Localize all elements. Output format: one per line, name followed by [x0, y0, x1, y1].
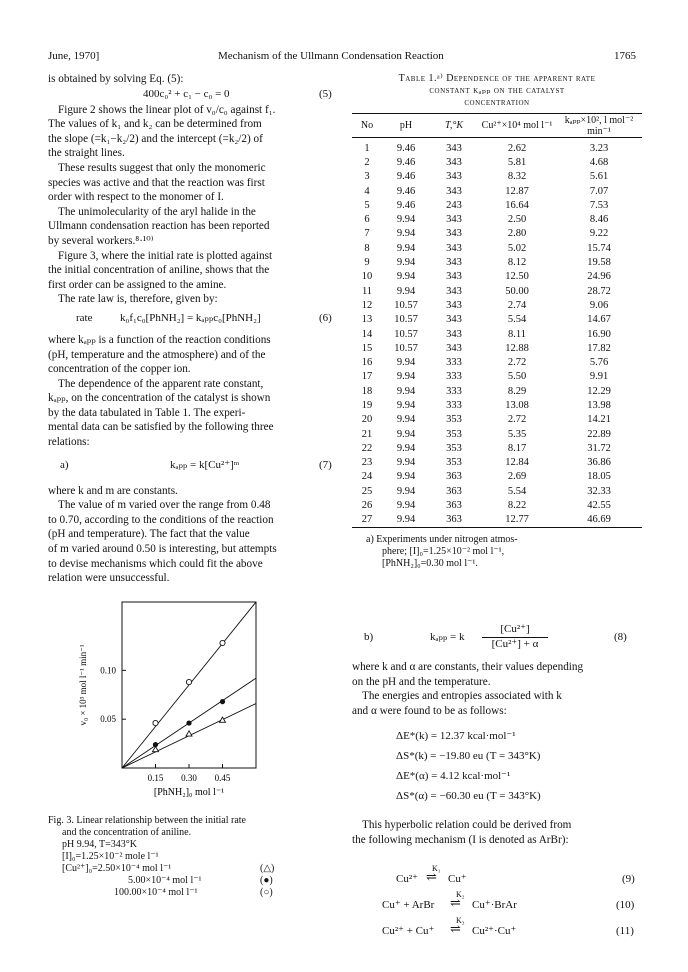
cell-temperature: 353: [446, 457, 462, 469]
eq8-number: (8): [614, 631, 627, 643]
data-point-filled-circle: [186, 720, 191, 725]
cell-kapp: 7.53: [589, 199, 609, 211]
y-tick-label: 0.05: [100, 714, 116, 725]
table-row: [352, 398, 642, 412]
cell-kapp: 7.07: [589, 185, 609, 197]
text-line: relation were unsuccessful.: [48, 572, 170, 585]
text-line: Ullmann condensation reaction has been reported: [48, 220, 270, 233]
equilibrium-arrow-icon: ⇌: [426, 868, 437, 884]
cell-cu-conc: 2.80: [507, 228, 527, 240]
cell-kapp: 12.29: [587, 385, 611, 397]
table-row: [352, 212, 642, 226]
cell-kapp: 4.68: [589, 156, 609, 168]
data-point-triangle: [186, 731, 192, 736]
paragraph-where-k-alpha: [352, 660, 642, 689]
thermo-line: ΔS*(k) = −19.80 eu (T = 343°K): [396, 750, 541, 763]
cell-cu-conc: 12.77: [505, 514, 529, 526]
table-1-block: [352, 73, 642, 570]
table-row: [352, 413, 642, 427]
eq6-label: rate: [76, 311, 93, 324]
thermo-line: ΔE*(k) = 12.37 kcal·mol⁻¹: [396, 730, 516, 743]
text-line: (pH and temperature). The fact that the value: [48, 528, 250, 541]
cell-ph: 10.57: [394, 299, 418, 311]
cell-temperature: 353: [446, 428, 462, 440]
eq11-lhs: Cu²⁺ + Cu⁺: [382, 924, 435, 937]
cell-kapp: 5.76: [589, 357, 609, 369]
table-row: [352, 327, 642, 341]
column-header-temperature: T,°K: [445, 120, 463, 131]
eq8-denominator: [Cu²⁺] + α: [491, 638, 539, 650]
eq7-number: (7): [319, 458, 332, 471]
header-page-number: 1765: [614, 50, 636, 62]
cell-no: 11: [361, 285, 373, 297]
paragraph-9: [48, 498, 338, 586]
cell-kapp: 24.96: [587, 271, 611, 283]
data-table: [352, 113, 642, 528]
figure-3-chart: [70, 600, 340, 810]
text-line: the slope (=k₁−k₂/2) and the intercept (=k₂/2) of: [48, 132, 263, 145]
cell-temperature: 343: [446, 257, 462, 269]
cell-kapp: 28.72: [587, 285, 611, 297]
table-row: [352, 155, 642, 169]
cell-ph: 9.94: [396, 242, 416, 254]
cell-kapp: 36.86: [587, 457, 611, 469]
cell-no: 10: [361, 271, 373, 283]
cell-no: 1: [364, 142, 370, 154]
cell-kapp: 8.46: [589, 214, 609, 226]
text-line: The dependence of the apparent rate constant,: [58, 377, 264, 390]
text-line: the initial concentration of aniline, shows that the: [48, 264, 270, 277]
cell-temperature: 333: [446, 357, 462, 369]
paragraph-1: [48, 103, 338, 161]
equation-10: [352, 888, 642, 914]
cell-cu-conc: 2.62: [507, 142, 527, 154]
cell-no: 19: [361, 399, 373, 411]
paragraph-mechanism: [352, 818, 642, 847]
table-row: [352, 313, 642, 327]
equation-5: [48, 87, 338, 103]
paragraph-8: where k and m are constants.: [48, 484, 178, 497]
eq10-rhs: Cu⁺·BrAr: [472, 898, 517, 911]
cell-temperature: 343: [446, 328, 462, 340]
table-row: [352, 341, 642, 355]
x-tick-label: 0.15: [147, 773, 164, 783]
legend-entry-triangle: [48, 863, 338, 875]
cell-temperature: 343: [446, 314, 462, 326]
cell-cu-conc: 2.69: [507, 471, 527, 483]
data-point-open-circle: [153, 720, 158, 725]
cell-cu-conc: 50.00: [505, 285, 529, 297]
cell-no: 13: [361, 314, 373, 326]
plot-area: [78, 602, 256, 798]
cell-kapp: 32.33: [587, 485, 611, 497]
column-header-kapp: kₐₚₚ×10², l mol⁻² min⁻¹: [564, 114, 634, 137]
table-row: [352, 298, 642, 312]
table-title-line: Table 1.ᵃ⁾ Dependence of the apparent rate: [398, 73, 596, 84]
text-line: kₐₚₚ, on the concentration of the catalyst is shown: [48, 392, 271, 405]
intro-line: is obtained by solving Eq. (5):: [48, 73, 184, 85]
footnote-line: [PhNH₂]₀=0.30 mol l⁻¹.: [382, 558, 478, 570]
cell-ph: 9.46: [396, 156, 416, 168]
column-header-cu-conc: Cu²⁺×10⁴ mol l⁻¹: [481, 120, 553, 131]
cell-cu-conc: 8.12: [507, 257, 527, 269]
data-point-open-circle: [186, 679, 191, 684]
cell-kapp: 14.21: [587, 414, 611, 426]
left-column: [48, 72, 338, 586]
paragraph-7: [48, 377, 338, 450]
cell-cu-conc: 5.02: [507, 242, 527, 254]
text-line: The energies and entropies associated with k: [362, 690, 562, 703]
equilibrium-arrow-icon: ⇌: [450, 920, 461, 936]
column-header-ph: pH: [399, 120, 413, 131]
cell-kapp: 18.05: [587, 471, 611, 483]
cell-cu-conc: 8.32: [507, 171, 527, 183]
text-line: concentration of the copper ion.: [48, 363, 191, 376]
cell-kapp: 9.06: [589, 299, 609, 311]
cell-ph: 9.94: [396, 385, 416, 397]
cell-temperature: 333: [446, 371, 462, 383]
table-row: [352, 241, 642, 255]
cell-temperature: 363: [446, 471, 462, 483]
cell-cu-conc: 8.17: [507, 442, 527, 454]
cell-temperature: 343: [446, 342, 462, 354]
eq6-number: (6): [319, 311, 332, 324]
table-title-line: constant kₐₚₚ on the catalyst: [429, 85, 565, 96]
thermo-values: [352, 726, 642, 806]
eq7-label: a): [60, 458, 69, 471]
data-point-filled-circle: [220, 699, 225, 704]
cell-temperature: 343: [446, 285, 462, 297]
eq10-lhs: Cu⁺ + ArBr: [382, 898, 435, 911]
cell-ph: 9.94: [396, 285, 416, 297]
cell-temperature: 343: [446, 271, 462, 283]
caption-line: and the concentration of aniline.: [62, 827, 192, 838]
cell-cu-conc: 5.54: [507, 485, 527, 497]
cell-kapp: 13.98: [587, 399, 611, 411]
table-row: [352, 370, 642, 384]
table-footnote: [352, 534, 642, 570]
text-line: species was active and that the reaction was first: [48, 176, 265, 189]
table-row: [352, 484, 642, 498]
equation-8: [352, 622, 642, 652]
legend-entry-filled-circle: [48, 875, 338, 887]
cell-temperature: 353: [446, 442, 462, 454]
cell-cu-conc: 2.72: [507, 414, 527, 426]
right-column-text: [352, 622, 642, 940]
cell-cu-conc: 12.88: [505, 342, 529, 354]
data-point-open-circle: [220, 640, 225, 645]
cell-no: 12: [361, 299, 373, 311]
cell-kapp: 5.61: [589, 171, 609, 183]
text-line: the following mechanism (I is denoted as ArBr):: [352, 833, 569, 846]
cell-temperature: 333: [446, 399, 462, 411]
table-header: [352, 114, 642, 138]
table-row: [352, 427, 642, 441]
cell-no: 3: [364, 171, 370, 183]
cell-no: 9: [364, 257, 370, 269]
table-row: [352, 456, 642, 470]
cell-cu-conc: 8.22: [507, 500, 527, 512]
cell-kapp: 3.23: [589, 142, 609, 154]
text-line: relations:: [48, 436, 90, 449]
cell-no: 15: [361, 342, 373, 354]
cell-no: 7: [364, 228, 370, 240]
table-body: [352, 138, 642, 528]
cell-kapp: 42.55: [587, 500, 611, 512]
cell-kapp: 15.74: [587, 242, 611, 254]
cell-temperature: 243: [446, 199, 462, 211]
cell-temperature: 343: [446, 142, 462, 154]
eq11-rhs: Cu²⁺·Cu⁺: [472, 924, 517, 937]
cell-ph: 9.94: [396, 257, 416, 269]
cell-ph: 9.46: [396, 185, 416, 197]
cell-kapp: 14.67: [587, 314, 611, 326]
table-row: [352, 184, 642, 198]
cell-temperature: 363: [446, 514, 462, 526]
cell-ph: 10.57: [394, 342, 418, 354]
cell-cu-conc: 12.50: [505, 271, 529, 283]
cell-ph: 9.94: [396, 414, 416, 426]
cell-cu-conc: 8.11: [508, 328, 526, 340]
cell-cu-conc: 12.84: [505, 457, 529, 469]
equation-6: [48, 311, 338, 333]
cell-no: 6: [364, 214, 370, 226]
cell-ph: 9.94: [396, 457, 416, 469]
footnote-line: phere; [I]₀=1.25×10⁻² mol l⁻¹,: [382, 546, 505, 558]
cell-temperature: 353: [446, 414, 462, 426]
caption-line: Fig. 3. Linear relationship between the initial rate: [48, 815, 246, 826]
cell-ph: 9.94: [396, 271, 416, 283]
table-row: [352, 170, 642, 184]
eq6-expression: k₀f₁c₀[PhNH₂] = kₐₚₚc₀[PhNH₂]: [120, 311, 261, 324]
text-line: Figure 2 shows the linear plot of v₀/c₀ against f₁.: [58, 103, 276, 116]
cell-kapp: 9.91: [589, 371, 609, 383]
text-line: Figure 3, where the initial rate is plotted against: [58, 249, 273, 262]
cell-cu-conc: 5.50: [507, 371, 527, 383]
table-row: [352, 255, 642, 269]
paragraph-2: [48, 161, 338, 205]
eq9-constant: K₁: [432, 863, 441, 873]
cell-no: 2: [364, 156, 370, 168]
cell-temperature: 363: [446, 500, 462, 512]
cell-ph: 9.94: [396, 228, 416, 240]
eq11-constant: K₃: [456, 915, 465, 925]
cell-no: 25: [361, 485, 373, 497]
table-row: [352, 227, 642, 241]
cell-kapp: 22.89: [587, 428, 611, 440]
cell-temperature: 343: [446, 228, 462, 240]
legend-marker-triangle: (△): [260, 863, 275, 874]
table-row: [352, 513, 642, 528]
header-title: Mechanism of the Ullmann Condensation Reaction: [218, 50, 444, 62]
cell-cu-conc: 2.50: [507, 214, 527, 226]
x-axis-label: [PhNH₂]₀ mol l⁻¹: [153, 787, 225, 798]
paragraph-6: [48, 333, 338, 377]
cell-kapp: 16.90: [587, 328, 611, 340]
text-line: by several workers.⁸·¹⁰⁾: [48, 234, 154, 247]
eq10-constant: K₂: [456, 889, 465, 899]
cell-ph: 9.94: [396, 500, 416, 512]
cell-no: 16: [361, 357, 373, 369]
cell-temperature: 343: [446, 156, 462, 168]
text-line: and α were found to be as follows:: [352, 704, 507, 717]
thermo-line: ΔS*(α) = −60.30 eu (T = 343°K): [396, 790, 541, 803]
cell-no: 27: [361, 514, 373, 526]
legend-marker-open-circle: (○): [260, 887, 273, 898]
cell-kapp: 46.69: [587, 514, 611, 526]
cell-no: 18: [361, 385, 373, 397]
y-axis-label: v₀ × 10³ mol l⁻¹ min⁻¹: [78, 644, 88, 726]
text-line: where k and α are constants, their values depending: [352, 661, 584, 673]
cell-temperature: 333: [446, 385, 462, 397]
condition-initial-conc: [I]₀=1.25×10⁻² mole l⁻¹: [62, 851, 159, 862]
equation-7: [48, 458, 338, 484]
text-line: The value of m varied over the range from 0.48: [58, 499, 271, 512]
thermo-line: ΔE*(α) = 4.12 kcal·mol⁻¹: [396, 770, 511, 783]
text-line: to devise mechanisms which could fit the above: [48, 557, 263, 570]
text-line: to 0.70, according to the conditions of the reaction: [48, 513, 274, 526]
cell-ph: 10.57: [394, 314, 418, 326]
text-line: order with respect to the monomer of I.: [48, 191, 224, 204]
text-line: the straight lines.: [48, 147, 125, 160]
cell-ph: 9.94: [396, 214, 416, 226]
text-line: first order can be assigned to the amine.: [48, 278, 227, 291]
text-line: where kₐₚₚ is a function of the reaction conditions: [48, 333, 271, 346]
eq5-expression: 400c₀² + c₁ − c₀ = 0: [143, 87, 230, 100]
x-tick-label: 0.30: [181, 773, 197, 783]
table-row: [352, 384, 642, 398]
cell-ph: 9.94: [396, 471, 416, 483]
cell-no: 8: [364, 242, 370, 254]
table-row: [352, 198, 642, 212]
text-line: These results suggest that only the monomeric: [58, 161, 266, 174]
cell-ph: 9.46: [396, 142, 416, 154]
cell-ph: 9.94: [396, 371, 416, 383]
cell-no: 22: [361, 442, 373, 454]
figure-3-caption-block: [48, 815, 338, 899]
cell-cu-conc: 8.29: [507, 385, 527, 397]
cell-ph: 9.94: [396, 399, 416, 411]
equation-11: [352, 914, 642, 940]
cell-ph: 9.94: [396, 514, 416, 526]
cell-ph: 9.94: [396, 442, 416, 454]
cell-ph: 9.94: [396, 485, 416, 497]
table-row: [352, 355, 642, 369]
table-row: [352, 441, 642, 455]
cell-ph: 9.94: [396, 357, 416, 369]
cell-cu-conc: 5.81: [507, 156, 527, 168]
cell-temperature: 363: [446, 485, 462, 497]
cell-cu-conc: 2.72: [507, 357, 527, 369]
cell-cu-conc: 5.54: [507, 314, 527, 326]
footnote-line: a) Experiments under nitrogen atmos-: [366, 534, 518, 546]
cell-cu-conc: 5.35: [507, 428, 527, 440]
text-line: This hyperbolic relation could be derived from: [362, 819, 572, 832]
paragraph-4: [48, 249, 338, 293]
cell-no: 4: [364, 185, 370, 197]
cell-no: 17: [361, 371, 373, 383]
table-row: [352, 498, 642, 512]
cell-ph: 9.46: [396, 171, 416, 183]
cell-temperature: 343: [446, 185, 462, 197]
legend-marker-filled-circle: (●): [260, 875, 273, 886]
cell-no: 5: [364, 199, 370, 211]
eq8-label: b): [364, 631, 374, 643]
cell-kapp: 19.58: [587, 257, 611, 269]
cell-ph: 10.57: [394, 328, 418, 340]
cell-cu-conc: 13.08: [505, 399, 529, 411]
eq9-number: (9): [622, 872, 635, 885]
cell-kapp: 31.72: [587, 442, 611, 454]
x-tick-label: 0.45: [214, 773, 231, 783]
cell-ph: 9.94: [396, 428, 416, 440]
equilibrium-arrow-icon: ⇌: [450, 894, 461, 910]
eq9-lhs: Cu²⁺: [396, 872, 418, 885]
legend-entry-open-circle: [48, 887, 338, 899]
cell-temperature: 343: [446, 242, 462, 254]
cell-cu-conc: 12.87: [505, 185, 529, 197]
table-row: [352, 138, 642, 156]
equation-9: [352, 862, 642, 888]
eq11-number: (11): [616, 924, 634, 937]
condition-ph-temp: pH 9.94, T=343°K: [62, 839, 138, 850]
text-line: by the data tabulated in Table 1. The experi-: [48, 406, 246, 419]
text-line: The values of k₁ and k₂ can be determined from: [48, 118, 262, 131]
eq8-lhs: kₐₚₚ = k: [430, 631, 465, 643]
text-line: The unimolecularity of the aryl halide in the: [58, 205, 256, 218]
table-row: [352, 270, 642, 284]
header-left: June, 1970]: [48, 50, 100, 62]
eq9-rhs: Cu⁺: [448, 872, 467, 885]
cell-kapp: 9.22: [589, 228, 609, 240]
text-line: on the pH and the temperature.: [352, 675, 491, 688]
column-header-no: No: [360, 120, 374, 131]
eq8-numerator: [Cu²⁺]: [482, 622, 548, 638]
eq5-number: (5): [319, 87, 332, 100]
legend-text: [Cu²⁺]₀=2.50×10⁻⁴ mol l⁻¹: [62, 863, 172, 874]
eq7-expression: kₐₚₚ = k[Cu²⁺]ᵐ: [170, 458, 240, 471]
eq10-number: (10): [616, 898, 635, 911]
cell-temperature: 343: [446, 214, 462, 226]
cell-cu-conc: 2.74: [507, 299, 527, 311]
paragraph-5: The rate law is, therefore, given by:: [58, 293, 218, 306]
cell-no: 21: [361, 428, 373, 440]
table-row: [352, 284, 642, 298]
table-row: [352, 470, 642, 484]
data-point-triangle: [220, 717, 226, 722]
text-line: (pH, temperature and the atmosphere) and of the: [48, 348, 266, 361]
paragraph-3: [48, 205, 338, 249]
cell-temperature: 343: [446, 299, 462, 311]
cell-temperature: 343: [446, 171, 462, 183]
text-line: of m varied around 0.50 is interesting, but attempts: [48, 543, 277, 556]
legend-text: 5.00×10⁻⁴ mol l⁻¹: [128, 875, 202, 886]
legend-text: 100.00×10⁻⁴ mol l⁻¹: [114, 887, 198, 898]
paragraph-energies: [352, 689, 642, 718]
cell-ph: 9.46: [396, 199, 416, 211]
cell-kapp: 17.82: [587, 342, 611, 354]
cell-no: 26: [361, 500, 373, 512]
cell-no: 20: [361, 414, 373, 426]
table-title-line: concentration: [464, 97, 530, 108]
cell-no: 14: [361, 328, 373, 340]
y-tick-label: 0.10: [100, 665, 116, 676]
cell-cu-conc: 16.64: [505, 199, 529, 211]
cell-no: 24: [361, 471, 373, 483]
cell-no: 23: [361, 457, 373, 469]
text-line: mental data can be satisfied by the following three: [48, 421, 274, 434]
